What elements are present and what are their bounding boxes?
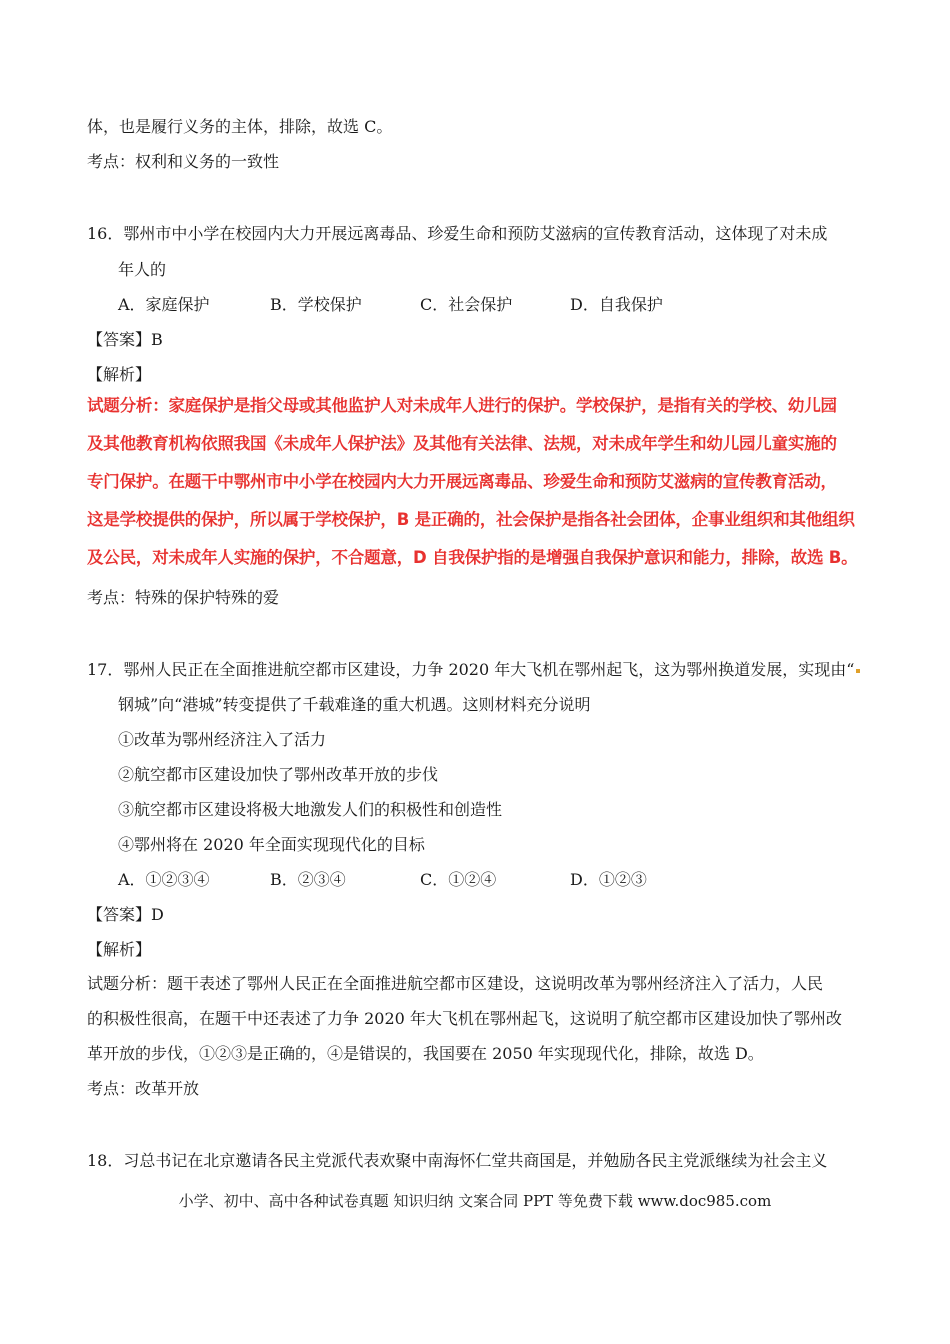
q16-analysis-line3: 专门保护。在题干中鄂州市中小学在校园内大力开展远离毒品、珍爱生命和预防艾滋病的宣传教育活动， — [87, 472, 837, 491]
q17-stem-line2: 钢城”向“港城”转变提供了千载难逢的重大机遇。这则材料充分说明 — [118, 695, 591, 714]
q16-analysis-line1: 试题分析：家庭保护是指父母或其他监护人对未成年人进行的保护。学校保护，是指有关的学校、幼儿园 — [87, 396, 837, 415]
q16-analysis-line2: 及其他教育机构依照我国《未成年人保护法》及其他有关法律、法规，对未成年学生和幼儿园儿童实施的 — [87, 434, 837, 453]
q17-option-b: B．②③④ — [270, 870, 346, 889]
q17-analysis-line3: 革开放的步伐，①②③是正确的，④是错误的，我国要在 2050 年实现现代化，排除，故选 D。 — [87, 1044, 764, 1063]
page-footer: 小学、初中、高中各种试卷真题 知识归纳 文案合同 PPT 等免费下载 www.doc985.com — [178, 1192, 772, 1210]
marker-dot-icon — [856, 669, 860, 673]
q17-item-3: ③航空都市区建设将极大地激发人们的积极性和创造性 — [118, 800, 503, 819]
q17-option-a: A．①②③④ — [118, 870, 210, 889]
q16-analysis-line5: 及公民，对未成年人实施的保护，不合题意，D 自我保护指的是增强自我保护意识和能力，排除，故选 B。 — [87, 548, 858, 567]
q17-analysis-line2: 的积极性很高，在题干中还表述了力争 2020 年大飞机在鄂州起飞，这说明了航空都市区建设加快了鄂州改 — [87, 1009, 842, 1028]
q16-stem-line2: 年人的 — [118, 260, 167, 279]
q15-kaodian: 考点：权利和义务的一致性 — [87, 152, 280, 171]
q16-kaodian: 考点：特殊的保护特殊的爱 — [87, 588, 280, 607]
q17-analysis-line1: 试题分析：题干表述了鄂州人民正在全面推进航空都市区建设，这说明改革为鄂州经济注入了活力，人民 — [87, 974, 824, 993]
q15-analysis-tail: 体，也是履行义务的主体，排除，故选 C。 — [87, 117, 393, 136]
q17-answer: 【答案】D — [87, 905, 164, 924]
q16-option-d: D．自我保护 — [570, 295, 663, 314]
q16-jiexi-label: 【解析】 — [87, 365, 152, 384]
q17-jiexi-label: 【解析】 — [87, 940, 152, 959]
q17-item-1: ①改革为鄂州经济注入了活力 — [118, 730, 327, 749]
q18-stem-line1: 18．习总书记在北京邀请各民主党派代表欢聚中南海怀仁堂共商国是，并勉励各民主党派继续为社会主义 — [87, 1151, 828, 1170]
q17-option-d: D．①②③ — [570, 870, 647, 889]
q16-option-a: A．家庭保护 — [118, 295, 210, 314]
q16-answer: 【答案】B — [87, 330, 163, 349]
q17-option-c: C．①②④ — [420, 870, 497, 889]
q16-stem-line1: 16．鄂州市中小学在校园内大力开展远离毒品、珍爱生命和预防艾滋病的宣传教育活动，这体现了对未成 — [87, 224, 828, 243]
q17-kaodian: 考点：改革开放 — [87, 1079, 200, 1098]
q17-item-4: ④鄂州将在 2020 年全面实现现代化的目标 — [118, 835, 425, 854]
q16-analysis-line4: 这是学校提供的保护，所以属于学校保护，B 是正确的，社会保护是指各社会团体，企事业组织和其他组织 — [87, 510, 855, 529]
q16-option-b: B．学校保护 — [270, 295, 362, 314]
q17-item-2: ②航空都市区建设加快了鄂州改革开放的步伐 — [118, 765, 439, 784]
q17-stem-line1-text: 17．鄂州人民正在全面推进航空都市区建设，力争 2020 年大飞机在鄂州起飞，这为鄂州换道发展，实现由“ — [87, 660, 855, 679]
q16-option-c: C．社会保护 — [420, 295, 513, 314]
q17-stem-line1 — [87, 659, 860, 681]
